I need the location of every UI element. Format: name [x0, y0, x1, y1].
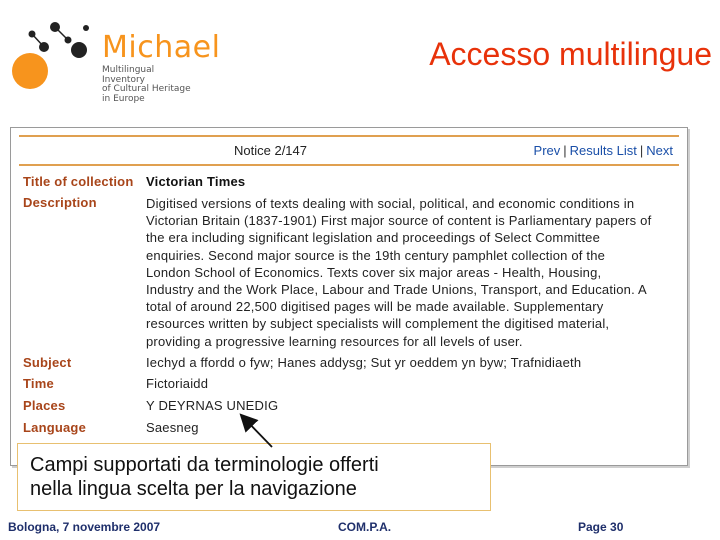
michael-logo: [8, 14, 221, 104]
footer-date: Bologna, 7 novembre 2007: [8, 520, 161, 534]
footer-organization: COM.P.A.: [338, 520, 392, 534]
slide-title: Accesso multilingue: [429, 36, 712, 72]
logo-dots-icon: [8, 14, 103, 94]
field-label-subject: Subject: [23, 355, 72, 370]
header-rule-top: [19, 135, 679, 137]
field-label-title: Title of collection: [23, 174, 134, 189]
field-label-description: Description: [23, 195, 97, 210]
field-label-places: Places: [23, 398, 66, 413]
notice-navigation: [534, 143, 673, 158]
field-value-time: Fictoriaidd: [146, 376, 209, 391]
nav-separator: |: [563, 143, 567, 158]
callout-text: Campi supportati da terminologie offerti nella lingua scelta per la navigazione: [30, 454, 379, 500]
logo-name: Michael: [102, 30, 221, 65]
field-value-description: Digitised versions of texts dealing with social, political, and economic conditions in Victorian Britain (1837-1901) First major source of content is Parliamentary papers of the era including significant legislation and proceedings of Select Committee enquiries. Second major source is the 19th century pamphlet collection of the London School of Economics. Texts cover six major areas - Health, Housing, Industry and the Work Place, Labour and Trade Unions, Transport, and Education. A total of around 22,500 digitised pages will be made available. Supplementary resources written by subject specialists will complement the digitised material, providing a progressive learning resources for all levels of user.: [146, 196, 652, 349]
nav-separator: |: [639, 143, 644, 158]
prev-link[interactable]: Prev: [533, 143, 561, 158]
field-value-subject: Iechyd a ffordd o fyw; Hanes addysg; Sut yr oeddem yn byw; Trafnidiaeth: [146, 355, 582, 370]
notice-counter: Notice 2/147: [234, 143, 307, 158]
footer-page-number: Page 30: [578, 520, 624, 534]
field-label-time: Time: [23, 376, 54, 391]
field-value-places: Y DEYRNAS UNEDIG: [146, 398, 279, 413]
field-value-language: Saesneg: [146, 420, 199, 435]
next-link[interactable]: Next: [646, 143, 673, 158]
header-rule-bottom: [19, 164, 679, 166]
results-list-link[interactable]: Results List: [569, 143, 637, 158]
notice-panel: [10, 127, 688, 466]
field-value-title: Victorian Times: [146, 174, 246, 189]
logo-subtitle: Multilingual Inventory of Cultural Heritage in Europe: [102, 65, 191, 104]
field-label-language: Language: [23, 420, 86, 435]
callout-box: [17, 443, 491, 511]
